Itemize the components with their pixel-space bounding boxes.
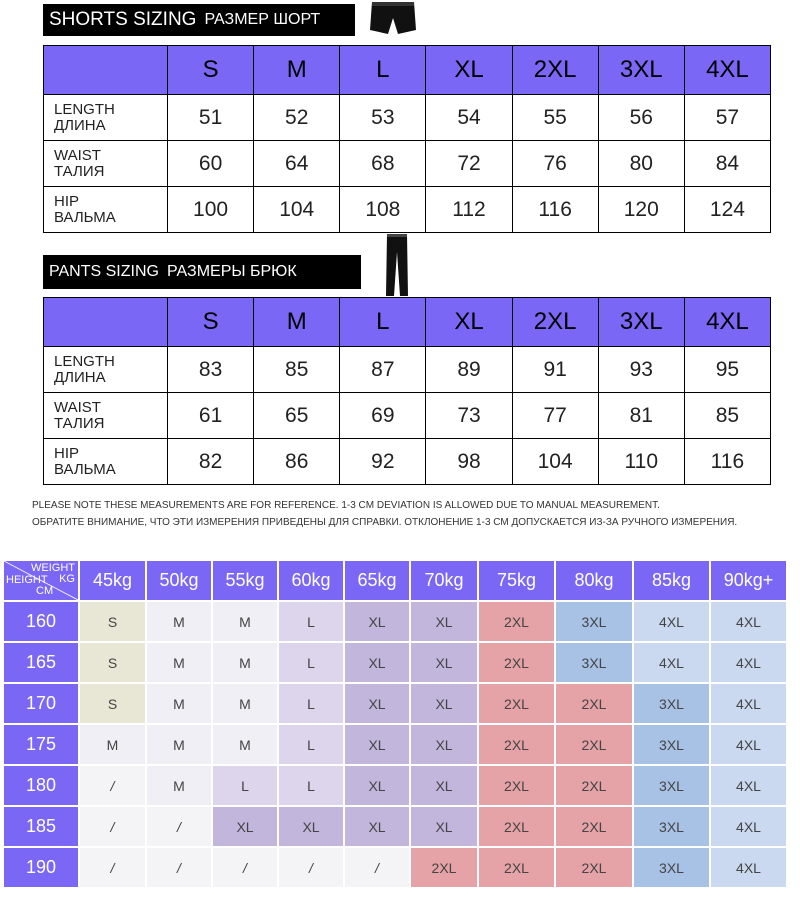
size-cell: 2XL [479,643,554,682]
height-row [4,807,786,846]
weight-header: 45kg [80,561,145,600]
pants-banner-title-ru: РАЗМЕРЫ БРЮК [166,263,297,280]
shorts-measure-cell: 72 [426,141,512,187]
size-cell: 2XL [479,684,554,723]
weight-header: 75kg [479,561,554,600]
size-cell: M [147,684,211,723]
shorts-measure-cell: 124 [684,187,770,233]
pants-icon [384,232,410,298]
shorts-size-header: XL [426,46,512,95]
size-cell: 4XL [711,807,786,846]
shorts-size-header: 2XL [512,46,598,95]
size-cell: 2XL [556,684,632,723]
shorts-banner-title-en: SHORTS SIZING [49,9,197,30]
shorts-row-label [44,141,168,187]
size-cell: XL [411,807,477,846]
size-cell: 3XL [634,725,709,764]
size-cell: M [213,684,277,723]
pants-size-header: L [340,298,426,347]
pants-measure-cell: 69 [340,393,426,439]
pants-measure-cell: 93 [598,347,684,393]
pants-measure-cell: 86 [254,439,340,485]
pants-measure-cell: 85 [684,393,770,439]
size-cell: 4XL [711,684,786,723]
size-cell: L [279,643,343,682]
size-cell: 3XL [634,848,709,887]
shorts-row-label-ru: ВАЛЬМА [54,208,116,226]
shorts-header-row [44,46,771,95]
shorts-measure-cell: 120 [598,187,684,233]
size-cell: S [80,643,145,682]
pants-size-header: 4XL [684,298,770,347]
pants-measure-cell: 92 [340,439,426,485]
pants-size-header: XL [426,298,512,347]
size-cell: M [213,725,277,764]
shorts-measure-cell: 54 [426,95,512,141]
pants-measure-row [44,439,771,485]
height-label: 190 [4,848,78,887]
size-cell: 3XL [556,602,632,641]
size-cell: 3XL [634,766,709,805]
size-cell: XL [213,807,277,846]
pants-row-label-en: WAIST [54,398,101,416]
size-cell: 4XL [711,643,786,682]
shorts-measure-row [44,95,771,141]
pants-header-corner [44,298,168,347]
weight-header: 60kg [279,561,343,600]
pants-measure-row [44,347,771,393]
pants-measure-cell: 82 [168,439,254,485]
size-cell: 3XL [634,684,709,723]
size-cell: / [80,807,145,846]
pants-measure-row [44,393,771,439]
size-cell: XL [411,684,477,723]
pants-measure-cell: 81 [598,393,684,439]
shorts-measure-cell: 57 [684,95,770,141]
shorts-measure-cell: 116 [512,187,598,233]
size-cell: 4XL [711,766,786,805]
shorts-size-header: S [168,46,254,95]
shorts-measure-cell: 80 [598,141,684,187]
chart-corner-cell [4,561,78,600]
shorts-row-label-ru: ТАЛИЯ [54,162,105,180]
size-cell: L [213,766,277,805]
shorts-measure-cell: 55 [512,95,598,141]
shorts-row-label-en: LENGTH [54,100,115,118]
height-label: 170 [4,684,78,723]
size-cell: XL [279,807,343,846]
size-cell: / [279,848,343,887]
shorts-size-table [43,45,771,233]
size-cell: / [80,766,145,805]
height-row [4,684,786,723]
shorts-row-label-ru: ДЛИНА [54,116,106,134]
height-label: 185 [4,807,78,846]
pants-banner-title-en: PANTS SIZING [49,263,159,280]
weight-header: 80kg [556,561,632,600]
size-cell: S [80,684,145,723]
pants-measure-cell: 77 [512,393,598,439]
size-cell: M [147,725,211,764]
height-row [4,602,786,641]
pants-row-label [44,393,168,439]
shorts-row-label-en: WAIST [54,146,101,164]
pants-row-label-ru: ТАЛИЯ [54,414,105,432]
pants-header-row [44,298,771,347]
weight-header: 55kg [213,561,277,600]
measurement-note-ru: ОБРАТИТЕ ВНИМАНИЕ, ЧТО ЭТИ ИЗМЕРЕНИЯ ПРИВЕДЕНЫ ДЛЯ СПРАВКИ. ОТКЛОНЕНИЕ 1-3 СМ ДОПУСКАЕТСЯ ИЗ-ЗА РУЧНОГО ИЗМЕРЕНИЯ. [32,517,738,528]
size-cell: 2XL [556,725,632,764]
pants-measure-cell: 61 [168,393,254,439]
pants-measure-cell: 89 [426,347,512,393]
weight-header: 50kg [147,561,211,600]
size-cell: 3XL [634,807,709,846]
height-label: 165 [4,643,78,682]
size-cell: 4XL [634,643,709,682]
pants-sizing-banner [43,255,361,289]
size-cell: XL [345,602,409,641]
pants-row-label-ru: ВАЛЬМА [54,460,116,478]
size-cell: XL [411,643,477,682]
weight-header: 85kg [634,561,709,600]
size-cell: 2XL [556,766,632,805]
weight-header: 90kg+ [711,561,786,600]
pants-row-label [44,347,168,393]
pants-size-header: 3XL [598,298,684,347]
size-cell: 2XL [411,848,477,887]
size-cell: / [80,848,145,887]
size-cell: S [80,602,145,641]
corner-height-unit: CM [36,585,54,597]
weight-header: 70kg [411,561,477,600]
size-cell: XL [345,725,409,764]
size-cell: 2XL [479,725,554,764]
pants-size-table [43,297,771,485]
size-cell: 2XL [556,807,632,846]
pants-row-label-en: HIP [54,444,80,462]
height-weight-size-chart [2,559,788,889]
size-cell: M [213,643,277,682]
shorts-measure-cell: 100 [168,187,254,233]
size-cell: 2XL [479,807,554,846]
shorts-measure-cell: 84 [684,141,770,187]
weight-header: 65kg [345,561,409,600]
corner-height-text: HEIGHT [6,574,48,586]
pants-measure-cell: 73 [426,393,512,439]
shorts-size-header: 4XL [684,46,770,95]
shorts-measure-cell: 108 [340,187,426,233]
size-cell: 4XL [711,848,786,887]
shorts-header-corner [44,46,168,95]
shorts-measure-cell: 52 [254,95,340,141]
size-cell: / [345,848,409,887]
size-cell: XL [345,684,409,723]
size-cell: XL [411,766,477,805]
size-cell: M [80,725,145,764]
size-cell: M [147,602,211,641]
shorts-banner-title-ru: РАЗМЕР ШОРТ [204,11,321,28]
size-cell: 2XL [479,766,554,805]
size-cell: M [147,643,211,682]
size-cell: M [213,602,277,641]
shorts-sizing-banner [43,4,355,36]
pants-row-label [44,439,168,485]
shorts-measure-cell: 56 [598,95,684,141]
shorts-icon [368,0,418,38]
corner-height-label [6,575,53,597]
corner-weight-text: WEIGHT [31,562,75,574]
height-row [4,848,786,887]
size-cell: 2XL [479,848,554,887]
shorts-row-label-en: HIP [54,192,80,210]
height-row [4,643,786,682]
shorts-row-label [44,187,168,233]
pants-measure-cell: 87 [340,347,426,393]
shorts-measure-row [44,141,771,187]
pants-measure-cell: 85 [254,347,340,393]
size-cell: XL [345,766,409,805]
size-cell: / [147,848,211,887]
pants-measure-cell: 95 [684,347,770,393]
size-cell: XL [411,602,477,641]
size-cell: XL [411,725,477,764]
height-row [4,725,786,764]
size-cell: L [279,725,343,764]
shorts-measure-cell: 76 [512,141,598,187]
height-label: 180 [4,766,78,805]
pants-size-header: S [168,298,254,347]
shorts-measure-cell: 60 [168,141,254,187]
shorts-measure-cell: 53 [340,95,426,141]
size-cell: 3XL [556,643,632,682]
size-cell: / [213,848,277,887]
size-cell: L [279,602,343,641]
size-cell: 4XL [634,602,709,641]
size-cell: M [147,766,211,805]
pants-measure-cell: 83 [168,347,254,393]
height-label: 175 [4,725,78,764]
size-cell: XL [345,643,409,682]
measurement-note-en: PLEASE NOTE THESE MEASUREMENTS ARE FOR REFERENCE. 1-3 CM DEVIATION IS ALLOWED DUE TO MANUAL MEASUREMENT. [32,500,660,511]
size-cell: 2XL [556,848,632,887]
shorts-measure-cell: 51 [168,95,254,141]
pants-measure-cell: 91 [512,347,598,393]
pants-measure-cell: 65 [254,393,340,439]
pants-measure-cell: 116 [684,439,770,485]
weight-header-row [4,561,786,600]
shorts-size-header: M [254,46,340,95]
pants-row-label-en: LENGTH [54,352,115,370]
size-cell: L [279,684,343,723]
pants-measure-cell: 98 [426,439,512,485]
shorts-measure-cell: 104 [254,187,340,233]
height-label: 160 [4,602,78,641]
shorts-size-header: L [340,46,426,95]
height-row [4,766,786,805]
size-cell: 2XL [479,602,554,641]
shorts-measure-row [44,187,771,233]
pants-measure-cell: 104 [512,439,598,485]
shorts-measure-cell: 112 [426,187,512,233]
size-cell: 4XL [711,602,786,641]
shorts-measure-cell: 64 [254,141,340,187]
size-cell: / [147,807,211,846]
pants-row-label-ru: ДЛИНА [54,368,106,386]
size-cell: 4XL [711,725,786,764]
corner-weight-unit: KG [59,573,75,585]
shorts-row-label [44,95,168,141]
size-cell: XL [345,807,409,846]
size-cell: L [279,766,343,805]
pants-size-header: M [254,298,340,347]
shorts-measure-cell: 68 [340,141,426,187]
pants-size-header: 2XL [512,298,598,347]
shorts-size-header: 3XL [598,46,684,95]
pants-measure-cell: 110 [598,439,684,485]
